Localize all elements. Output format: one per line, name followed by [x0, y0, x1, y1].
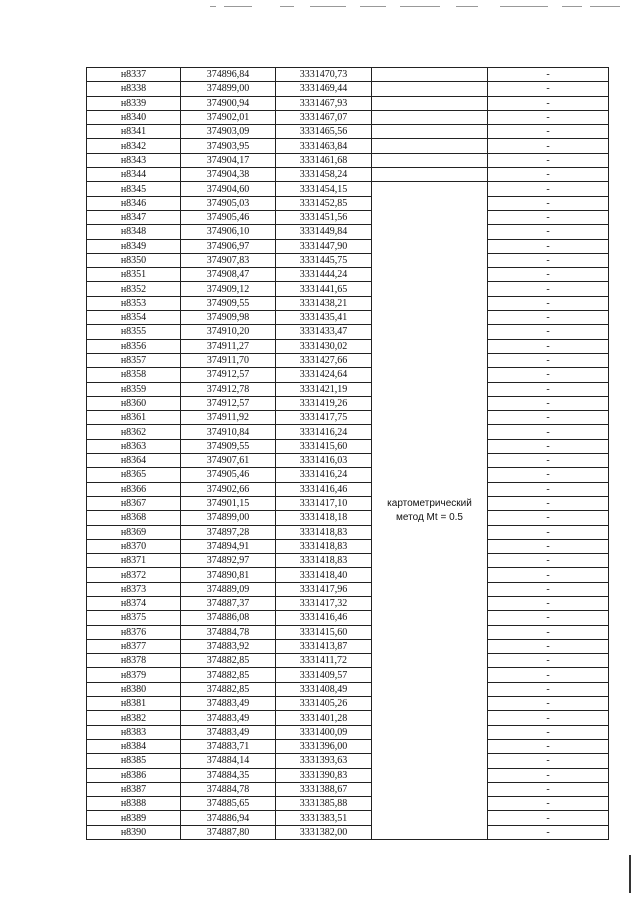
table-row — [87, 511, 609, 525]
method-cell-empty — [372, 82, 488, 96]
point-id-cell: н8376 — [87, 625, 181, 639]
table-row — [87, 625, 609, 639]
x-coordinate-cell: 374909,55 — [181, 439, 276, 453]
x-coordinate-cell: 374904,17 — [181, 153, 276, 167]
point-id-cell: н8381 — [87, 697, 181, 711]
note-cell: - — [488, 797, 609, 811]
y-coordinate-cell: 3331418,83 — [276, 525, 372, 539]
point-id-cell: н8369 — [87, 525, 181, 539]
table-row — [87, 811, 609, 825]
point-id-cell: н8350 — [87, 253, 181, 267]
table-row — [87, 311, 609, 325]
table-row — [87, 697, 609, 711]
y-coordinate-cell: 3331385,88 — [276, 797, 372, 811]
y-coordinate-cell: 3331417,96 — [276, 582, 372, 596]
point-id-cell: н8386 — [87, 768, 181, 782]
y-coordinate-cell: 3331452,85 — [276, 196, 372, 210]
note-cell: - — [488, 554, 609, 568]
x-coordinate-cell: 374910,84 — [181, 425, 276, 439]
x-coordinate-cell: 374896,84 — [181, 68, 276, 82]
x-coordinate-cell: 374904,38 — [181, 168, 276, 182]
point-id-cell: н8385 — [87, 754, 181, 768]
note-cell: - — [488, 482, 609, 496]
y-coordinate-cell: 3331415,60 — [276, 439, 372, 453]
table-row — [87, 396, 609, 410]
point-id-cell: н8358 — [87, 368, 181, 382]
y-coordinate-cell: 3331441,65 — [276, 282, 372, 296]
y-coordinate-cell: 3331467,93 — [276, 96, 372, 110]
note-cell: - — [488, 454, 609, 468]
table-row — [87, 282, 609, 296]
point-id-cell: н8384 — [87, 739, 181, 753]
x-coordinate-cell: 374903,09 — [181, 125, 276, 139]
method-cell-empty — [372, 96, 488, 110]
point-id-cell: н8354 — [87, 311, 181, 325]
table-row — [87, 368, 609, 382]
point-id-cell: н8382 — [87, 711, 181, 725]
point-id-cell: н8353 — [87, 296, 181, 310]
point-id-cell: н8364 — [87, 454, 181, 468]
table-row — [87, 268, 609, 282]
point-id-cell: н8341 — [87, 125, 181, 139]
x-coordinate-cell: 374884,78 — [181, 782, 276, 796]
table-row — [87, 353, 609, 367]
note-cell: - — [488, 468, 609, 482]
point-id-cell: н8377 — [87, 639, 181, 653]
y-coordinate-cell: 3331458,24 — [276, 168, 372, 182]
x-coordinate-cell: 374902,66 — [181, 482, 276, 496]
y-coordinate-cell: 3331430,02 — [276, 339, 372, 353]
note-cell: - — [488, 182, 609, 196]
point-id-cell: н8355 — [87, 325, 181, 339]
note-cell: - — [488, 596, 609, 610]
point-id-cell: н8370 — [87, 539, 181, 553]
x-coordinate-cell: 374904,60 — [181, 182, 276, 196]
x-coordinate-cell: 374892,97 — [181, 554, 276, 568]
top-scan-marks — [210, 4, 620, 10]
x-coordinate-cell: 374883,49 — [181, 711, 276, 725]
table-row — [87, 782, 609, 796]
table-row — [87, 82, 609, 96]
x-coordinate-cell: 374908,47 — [181, 268, 276, 282]
point-id-cell: н8379 — [87, 668, 181, 682]
x-coordinate-cell: 374885,65 — [181, 797, 276, 811]
point-id-cell: н8359 — [87, 382, 181, 396]
table-row — [87, 339, 609, 353]
table-row — [87, 482, 609, 496]
x-coordinate-cell: 374905,03 — [181, 196, 276, 210]
point-id-cell: н8344 — [87, 168, 181, 182]
point-id-cell: н8371 — [87, 554, 181, 568]
note-cell: - — [488, 268, 609, 282]
point-id-cell: н8367 — [87, 496, 181, 510]
point-id-cell: н8345 — [87, 182, 181, 196]
x-coordinate-cell: 374902,01 — [181, 110, 276, 124]
point-id-cell: н8351 — [87, 268, 181, 282]
note-cell: - — [488, 582, 609, 596]
table-row — [87, 139, 609, 153]
table-row — [87, 797, 609, 811]
note-cell: - — [488, 225, 609, 239]
table-row — [87, 439, 609, 453]
y-coordinate-cell: 3331427,66 — [276, 353, 372, 367]
point-id-cell: н8374 — [87, 596, 181, 610]
note-cell: - — [488, 396, 609, 410]
y-coordinate-cell: 3331393,63 — [276, 754, 372, 768]
table-row — [87, 725, 609, 739]
point-id-cell: н8362 — [87, 425, 181, 439]
point-id-cell: н8366 — [87, 482, 181, 496]
coordinates-table — [86, 67, 609, 840]
x-coordinate-cell: 374899,00 — [181, 82, 276, 96]
note-cell: - — [488, 253, 609, 267]
table-row — [87, 639, 609, 653]
table-row — [87, 168, 609, 182]
y-coordinate-cell: 3331421,19 — [276, 382, 372, 396]
point-id-cell: н8339 — [87, 96, 181, 110]
x-coordinate-cell: 374886,08 — [181, 611, 276, 625]
x-coordinate-cell: 374901,15 — [181, 496, 276, 510]
y-coordinate-cell: 3331382,00 — [276, 825, 372, 839]
note-cell: - — [488, 525, 609, 539]
y-coordinate-cell: 3331419,26 — [276, 396, 372, 410]
x-coordinate-cell: 374883,49 — [181, 697, 276, 711]
point-id-cell: н8383 — [87, 725, 181, 739]
table-row — [87, 668, 609, 682]
y-coordinate-cell: 3331469,44 — [276, 82, 372, 96]
x-coordinate-cell: 374906,10 — [181, 225, 276, 239]
note-cell: - — [488, 296, 609, 310]
x-coordinate-cell: 374897,28 — [181, 525, 276, 539]
y-coordinate-cell: 3331438,21 — [276, 296, 372, 310]
table-row — [87, 682, 609, 696]
note-cell: - — [488, 782, 609, 796]
x-coordinate-cell: 374909,12 — [181, 282, 276, 296]
table-row — [87, 654, 609, 668]
x-coordinate-cell: 374882,85 — [181, 654, 276, 668]
y-coordinate-cell: 3331467,07 — [276, 110, 372, 124]
y-coordinate-cell: 3331405,26 — [276, 697, 372, 711]
method-cell-empty — [372, 168, 488, 182]
y-coordinate-cell: 3331400,09 — [276, 725, 372, 739]
point-id-cell: н8340 — [87, 110, 181, 124]
table-row — [87, 225, 609, 239]
point-id-cell: н8337 — [87, 68, 181, 82]
note-cell: - — [488, 368, 609, 382]
method-cell: картометрический метод Mt = 0.5 — [372, 182, 488, 840]
coordinates-table-body — [87, 68, 609, 840]
x-coordinate-cell: 374909,98 — [181, 311, 276, 325]
x-coordinate-cell: 374912,57 — [181, 368, 276, 382]
table-row — [87, 125, 609, 139]
x-coordinate-cell: 374912,78 — [181, 382, 276, 396]
table-row — [87, 754, 609, 768]
note-cell: - — [488, 82, 609, 96]
note-cell: - — [488, 168, 609, 182]
note-cell: - — [488, 139, 609, 153]
page-edge-mark — [629, 855, 631, 893]
note-cell: - — [488, 639, 609, 653]
y-coordinate-cell: 3331408,49 — [276, 682, 372, 696]
point-id-cell: н8378 — [87, 654, 181, 668]
y-coordinate-cell: 3331388,67 — [276, 782, 372, 796]
table-row — [87, 582, 609, 596]
table-row — [87, 768, 609, 782]
y-coordinate-cell: 3331435,41 — [276, 311, 372, 325]
y-coordinate-cell: 3331417,10 — [276, 496, 372, 510]
y-coordinate-cell: 3331416,24 — [276, 425, 372, 439]
note-cell: - — [488, 325, 609, 339]
note-cell: - — [488, 425, 609, 439]
x-coordinate-cell: 374887,80 — [181, 825, 276, 839]
table-row — [87, 825, 609, 839]
point-id-cell: н8349 — [87, 239, 181, 253]
x-coordinate-cell: 374906,97 — [181, 239, 276, 253]
y-coordinate-cell: 3331417,32 — [276, 596, 372, 610]
table-row — [87, 468, 609, 482]
note-cell: - — [488, 611, 609, 625]
note-cell: - — [488, 725, 609, 739]
note-cell: - — [488, 754, 609, 768]
table-row — [87, 539, 609, 553]
point-id-cell: н8348 — [87, 225, 181, 239]
x-coordinate-cell: 374884,35 — [181, 768, 276, 782]
note-cell: - — [488, 110, 609, 124]
y-coordinate-cell: 3331409,57 — [276, 668, 372, 682]
x-coordinate-cell: 374890,81 — [181, 568, 276, 582]
x-coordinate-cell: 374883,92 — [181, 639, 276, 653]
note-cell: - — [488, 382, 609, 396]
x-coordinate-cell: 374909,55 — [181, 296, 276, 310]
note-cell: - — [488, 411, 609, 425]
note-cell: - — [488, 353, 609, 367]
note-cell: - — [488, 196, 609, 210]
point-id-cell: н8368 — [87, 511, 181, 525]
note-cell: - — [488, 511, 609, 525]
table-row — [87, 110, 609, 124]
point-id-cell: н8342 — [87, 139, 181, 153]
table-row — [87, 611, 609, 625]
y-coordinate-cell: 3331447,90 — [276, 239, 372, 253]
y-coordinate-cell: 3331461,68 — [276, 153, 372, 167]
y-coordinate-cell: 3331418,18 — [276, 511, 372, 525]
x-coordinate-cell: 374882,85 — [181, 682, 276, 696]
x-coordinate-cell: 374900,94 — [181, 96, 276, 110]
note-cell: - — [488, 96, 609, 110]
y-coordinate-cell: 3331433,47 — [276, 325, 372, 339]
y-coordinate-cell: 3331416,46 — [276, 482, 372, 496]
table-row — [87, 554, 609, 568]
note-cell: - — [488, 210, 609, 224]
table-row — [87, 596, 609, 610]
table-row — [87, 425, 609, 439]
point-id-cell: н8375 — [87, 611, 181, 625]
y-coordinate-cell: 3331416,24 — [276, 468, 372, 482]
note-cell: - — [488, 768, 609, 782]
y-coordinate-cell: 3331454,15 — [276, 182, 372, 196]
note-cell: - — [488, 68, 609, 82]
x-coordinate-cell: 374894,91 — [181, 539, 276, 553]
point-id-cell: н8372 — [87, 568, 181, 582]
table-row — [87, 325, 609, 339]
y-coordinate-cell: 3331383,51 — [276, 811, 372, 825]
point-id-cell: н8363 — [87, 439, 181, 453]
point-id-cell: н8389 — [87, 811, 181, 825]
note-cell: - — [488, 697, 609, 711]
table-row — [87, 382, 609, 396]
x-coordinate-cell: 374887,37 — [181, 596, 276, 610]
table-row — [87, 454, 609, 468]
table-row — [87, 411, 609, 425]
table-row — [87, 496, 609, 510]
x-coordinate-cell: 374907,83 — [181, 253, 276, 267]
note-cell: - — [488, 311, 609, 325]
y-coordinate-cell: 3331463,84 — [276, 139, 372, 153]
x-coordinate-cell: 374910,20 — [181, 325, 276, 339]
point-id-cell: н8387 — [87, 782, 181, 796]
method-cell-empty — [372, 125, 488, 139]
method-cell-empty — [372, 153, 488, 167]
y-coordinate-cell: 3331418,83 — [276, 539, 372, 553]
y-coordinate-cell: 3331470,73 — [276, 68, 372, 82]
y-coordinate-cell: 3331417,75 — [276, 411, 372, 425]
table-row — [87, 68, 609, 82]
y-coordinate-cell: 3331390,83 — [276, 768, 372, 782]
x-coordinate-cell: 374911,70 — [181, 353, 276, 367]
table-row — [87, 196, 609, 210]
x-coordinate-cell: 374886,94 — [181, 811, 276, 825]
table-row — [87, 182, 609, 196]
note-cell: - — [488, 811, 609, 825]
table-row — [87, 296, 609, 310]
point-id-cell: н8338 — [87, 82, 181, 96]
note-cell: - — [488, 125, 609, 139]
y-coordinate-cell: 3331416,03 — [276, 454, 372, 468]
x-coordinate-cell: 374905,46 — [181, 210, 276, 224]
y-coordinate-cell: 3331411,72 — [276, 654, 372, 668]
x-coordinate-cell: 374884,14 — [181, 754, 276, 768]
point-id-cell: н8373 — [87, 582, 181, 596]
note-cell: - — [488, 739, 609, 753]
table-row — [87, 525, 609, 539]
y-coordinate-cell: 3331401,28 — [276, 711, 372, 725]
x-coordinate-cell: 374883,49 — [181, 725, 276, 739]
y-coordinate-cell: 3331416,46 — [276, 611, 372, 625]
table-row — [87, 210, 609, 224]
x-coordinate-cell: 374905,46 — [181, 468, 276, 482]
note-cell: - — [488, 682, 609, 696]
point-id-cell: н8365 — [87, 468, 181, 482]
y-coordinate-cell: 3331424,64 — [276, 368, 372, 382]
y-coordinate-cell: 3331418,40 — [276, 568, 372, 582]
x-coordinate-cell: 374911,27 — [181, 339, 276, 353]
table-row — [87, 253, 609, 267]
note-cell: - — [488, 568, 609, 582]
y-coordinate-cell: 3331451,56 — [276, 210, 372, 224]
x-coordinate-cell: 374907,61 — [181, 454, 276, 468]
note-cell: - — [488, 339, 609, 353]
x-coordinate-cell: 374912,57 — [181, 396, 276, 410]
x-coordinate-cell: 374882,85 — [181, 668, 276, 682]
point-id-cell: н8357 — [87, 353, 181, 367]
point-id-cell: н8390 — [87, 825, 181, 839]
note-cell: - — [488, 496, 609, 510]
method-cell-empty — [372, 68, 488, 82]
y-coordinate-cell: 3331444,24 — [276, 268, 372, 282]
point-id-cell: н8347 — [87, 210, 181, 224]
note-cell: - — [488, 539, 609, 553]
y-coordinate-cell: 3331445,75 — [276, 253, 372, 267]
note-cell: - — [488, 239, 609, 253]
note-cell: - — [488, 439, 609, 453]
method-cell-empty — [372, 139, 488, 153]
table-row — [87, 153, 609, 167]
table-row — [87, 711, 609, 725]
table-row — [87, 96, 609, 110]
note-cell: - — [488, 825, 609, 839]
y-coordinate-cell: 3331413,87 — [276, 639, 372, 653]
y-coordinate-cell: 3331396,00 — [276, 739, 372, 753]
x-coordinate-cell: 374911,92 — [181, 411, 276, 425]
note-cell: - — [488, 153, 609, 167]
note-cell: - — [488, 625, 609, 639]
y-coordinate-cell: 3331449,84 — [276, 225, 372, 239]
point-id-cell: н8380 — [87, 682, 181, 696]
y-coordinate-cell: 3331415,60 — [276, 625, 372, 639]
point-id-cell: н8346 — [87, 196, 181, 210]
note-cell: - — [488, 654, 609, 668]
x-coordinate-cell: 374899,00 — [181, 511, 276, 525]
y-coordinate-cell: 3331465,56 — [276, 125, 372, 139]
x-coordinate-cell: 374889,09 — [181, 582, 276, 596]
x-coordinate-cell: 374884,78 — [181, 625, 276, 639]
point-id-cell: н8352 — [87, 282, 181, 296]
point-id-cell: н8356 — [87, 339, 181, 353]
table-row — [87, 568, 609, 582]
point-id-cell: н8388 — [87, 797, 181, 811]
note-cell: - — [488, 668, 609, 682]
point-id-cell: н8343 — [87, 153, 181, 167]
method-cell-empty — [372, 110, 488, 124]
point-id-cell: н8360 — [87, 396, 181, 410]
table-row — [87, 239, 609, 253]
x-coordinate-cell: 374883,71 — [181, 739, 276, 753]
note-cell: - — [488, 711, 609, 725]
note-cell: - — [488, 282, 609, 296]
x-coordinate-cell: 374903,95 — [181, 139, 276, 153]
table-row — [87, 739, 609, 753]
y-coordinate-cell: 3331418,83 — [276, 554, 372, 568]
point-id-cell: н8361 — [87, 411, 181, 425]
